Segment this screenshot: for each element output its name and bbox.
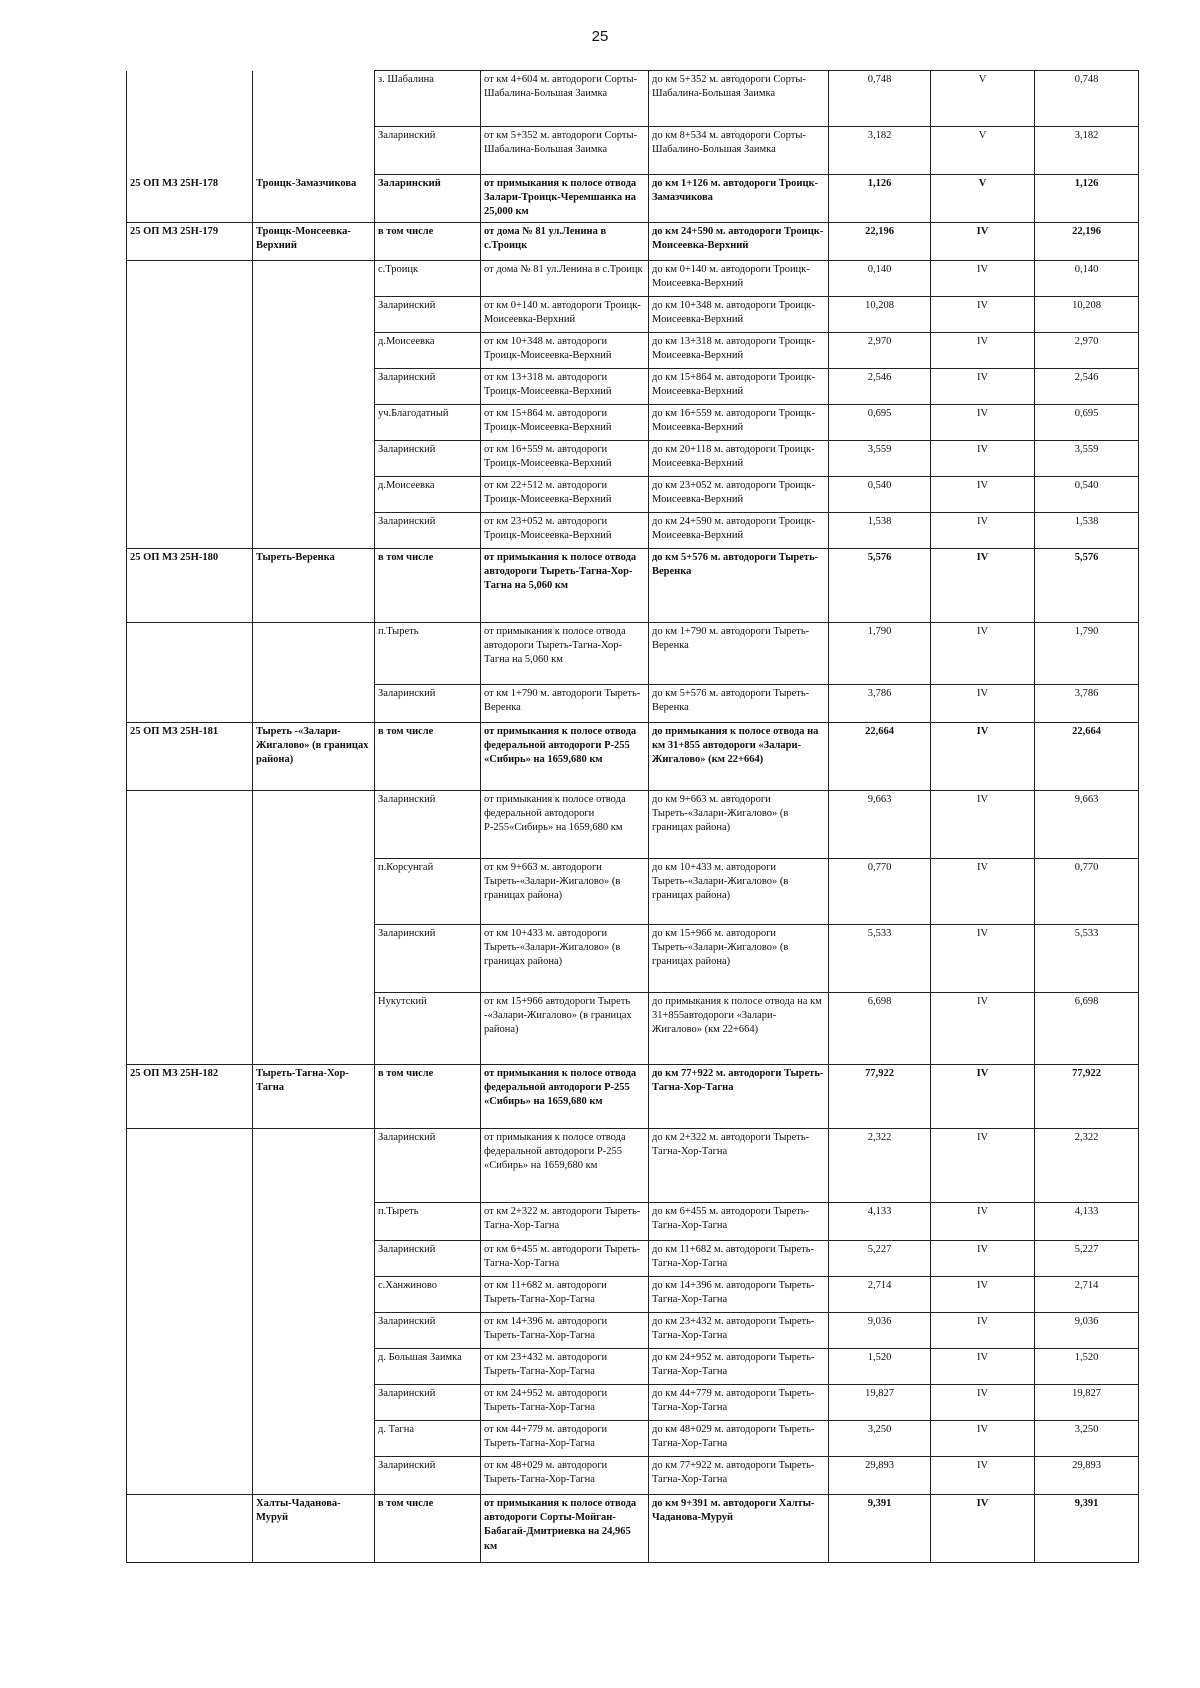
length-cell: 1,126 [829,175,931,223]
section-cell: Заларинский [375,1129,481,1203]
road-id-cell [127,1421,253,1457]
category-cell: V [931,127,1035,175]
road-name-cell: Троицк-Замазчикова [253,175,375,223]
road-id-cell: 25 ОП МЗ 25Н-179 [127,223,253,261]
total-length-cell: 0,695 [1035,405,1139,441]
length-cell: 5,576 [829,549,931,623]
road-name-cell [253,333,375,369]
section-cell: Заларинский [375,685,481,723]
to-cell: до км 24+952 м. автодороги Тыреть-Тагна-Хор-Тагна [649,1349,829,1385]
road-name-cell [253,859,375,925]
table-row [127,441,1139,477]
road-name-cell [253,1129,375,1203]
total-length-cell: 5,533 [1035,925,1139,993]
from-cell: от примыкания к полосе отвода федеральной автодороги Р-255«Сибирь» на 1659,680 км [481,791,649,859]
table-body [127,71,1139,1563]
total-length-cell: 9,391 [1035,1495,1139,1563]
section-cell: Заларинский [375,127,481,175]
road-id-cell [127,791,253,859]
section-cell: з. Шабалина [375,71,481,127]
category-cell: IV [931,297,1035,333]
from-cell: от км 0+140 м. автодороги Троицк-Моисеевка-Верхний [481,297,649,333]
section-cell: п.Корсунгай [375,859,481,925]
road-id-cell [127,369,253,405]
table-row [127,175,1139,223]
length-cell: 2,322 [829,1129,931,1203]
table-row [127,261,1139,297]
category-cell: IV [931,1065,1035,1129]
road-register-table [126,70,1139,1563]
total-length-cell: 5,227 [1035,1241,1139,1277]
to-cell: до км 23+432 м. автодороги Тыреть-Тагна-Хор-Тагна [649,1313,829,1349]
to-cell: до км 6+455 м. автодороги Тыреть-Тагна-Хор-Тагна [649,1203,829,1241]
category-cell: IV [931,1421,1035,1457]
category-cell: IV [931,441,1035,477]
table-row [127,369,1139,405]
section-cell: д. Тагна [375,1421,481,1457]
category-cell: IV [931,333,1035,369]
length-cell: 3,182 [829,127,931,175]
table-row [127,1349,1139,1385]
from-cell: от км 24+952 м. автодороги Тыреть-Тагна-Хор-Тагна [481,1385,649,1421]
from-cell: от км 23+052 м. автодороги Троицк-Моисеевка-Верхний [481,513,649,549]
road-name-cell [253,1421,375,1457]
from-cell: от км 22+512 м. автодороги Троицк-Моисеевка-Верхний [481,477,649,513]
road-name-cell [253,441,375,477]
road-id-cell [127,71,253,127]
road-id-cell: 25 ОП МЗ 25Н-180 [127,549,253,623]
section-cell: в том числе [375,223,481,261]
table-row [127,1495,1139,1563]
to-cell: до км 2+322 м. автодороги Тыреть-Тагна-Хор-Тагна [649,1129,829,1203]
section-cell: п.Тыреть [375,623,481,685]
from-cell: от км 4+604 м. автодороги Сорты-Шабалина-Большая Заимка [481,71,649,127]
road-name-cell [253,477,375,513]
road-id-cell [127,333,253,369]
category-cell: IV [931,513,1035,549]
road-name-cell [253,925,375,993]
total-length-cell: 19,827 [1035,1385,1139,1421]
total-length-cell: 3,182 [1035,127,1139,175]
section-cell: Заларинский [375,1313,481,1349]
road-id-cell [127,1349,253,1385]
total-length-cell: 9,036 [1035,1313,1139,1349]
road-name-cell [253,993,375,1065]
length-cell: 2,546 [829,369,931,405]
from-cell: от км 14+396 м. автодороги Тыреть-Тагна-Хор-Тагна [481,1313,649,1349]
length-cell: 0,695 [829,405,931,441]
road-name-cell [253,71,375,127]
length-cell: 6,698 [829,993,931,1065]
length-cell: 5,533 [829,925,931,993]
total-length-cell: 22,196 [1035,223,1139,261]
length-cell: 2,970 [829,333,931,369]
table-row [127,549,1139,623]
table-row [127,223,1139,261]
road-name-cell [253,1203,375,1241]
category-cell: IV [931,223,1035,261]
from-cell: от примыкания к полосе отвода федеральной автодороги Р-255 «Сибирь» на 1659,680 км [481,1065,649,1129]
length-cell: 9,036 [829,1313,931,1349]
category-cell: IV [931,623,1035,685]
to-cell: до примыкания к полосе отвода на км 31+855 автодороги «Залари-Жигалово» (км 22+664) [649,723,829,791]
category-cell: IV [931,1349,1035,1385]
from-cell: от км 23+432 м. автодороги Тыреть-Тагна-Хор-Тагна [481,1349,649,1385]
length-cell: 2,714 [829,1277,931,1313]
category-cell: IV [931,685,1035,723]
to-cell: до км 0+140 м. автодороги Троицк-Моисеевка-Верхний [649,261,829,297]
length-cell: 0,140 [829,261,931,297]
table-row [127,1277,1139,1313]
category-cell: IV [931,1241,1035,1277]
category-cell: IV [931,1313,1035,1349]
road-name-cell [253,791,375,859]
road-name-cell [253,127,375,175]
total-length-cell: 1,126 [1035,175,1139,223]
road-name-cell [253,513,375,549]
table-row [127,1065,1139,1129]
total-length-cell: 4,133 [1035,1203,1139,1241]
category-cell: IV [931,477,1035,513]
length-cell: 1,790 [829,623,931,685]
category-cell: IV [931,1385,1035,1421]
category-cell: IV [931,1457,1035,1495]
from-cell: от км 6+455 м. автодороги Тыреть-Тагна-Хор-Тагна [481,1241,649,1277]
section-cell: Заларинский [375,369,481,405]
length-cell: 3,786 [829,685,931,723]
section-cell: д.Моисеевка [375,477,481,513]
from-cell: от дома № 81 ул.Ленина в с.Троицк [481,261,649,297]
road-id-cell [127,513,253,549]
table-row [127,1241,1139,1277]
to-cell: до км 1+126 м. автодороги Троицк-Замазчикова [649,175,829,223]
to-cell: до км 1+790 м. автодороги Тыреть-Веренка [649,623,829,685]
total-length-cell: 2,714 [1035,1277,1139,1313]
road-id-cell [127,1203,253,1241]
to-cell: до км 14+396 м. автодороги Тыреть-Тагна-Хор-Тагна [649,1277,829,1313]
section-cell: Заларинский [375,175,481,223]
length-cell: 9,391 [829,1495,931,1563]
from-cell: от км 1+790 м. автодороги Тыреть-Веренка [481,685,649,723]
to-cell: до км 5+576 м. автодороги Тыреть-Веренка [649,685,829,723]
from-cell: от км 15+966 автодороги Тыреть -«Залари-Жигалово» (в границах района) [481,993,649,1065]
from-cell: от км 2+322 м. автодороги Тыреть-Тагна-Хор-Тагна [481,1203,649,1241]
category-cell: IV [931,549,1035,623]
total-length-cell: 1,538 [1035,513,1139,549]
to-cell: до км 24+590 м. автодороги Троицк-Моисеевка-Верхний [649,513,829,549]
from-cell: от примыкания к полосе отвода Залари-Троицк-Черемшанка на 25,000 км [481,175,649,223]
total-length-cell: 3,250 [1035,1421,1139,1457]
road-name-cell: Тыреть-Веренка [253,549,375,623]
road-name-cell [253,685,375,723]
total-length-cell: 0,540 [1035,477,1139,513]
category-cell: IV [931,405,1035,441]
section-cell: д. Большая Заимка [375,1349,481,1385]
road-id-cell [127,1385,253,1421]
road-name-cell [253,1241,375,1277]
road-id-cell [127,297,253,333]
category-cell: IV [931,1495,1035,1563]
table-row [127,993,1139,1065]
road-id-cell [127,441,253,477]
road-id-cell [127,1129,253,1203]
total-length-cell: 6,698 [1035,993,1139,1065]
category-cell: IV [931,859,1035,925]
road-id-cell [127,623,253,685]
section-cell: с.Ханжиново [375,1277,481,1313]
road-id-cell [127,1241,253,1277]
to-cell: до км 5+352 м. автодороги Сорты-Шабалина-Большая Заимка [649,71,829,127]
road-id-cell [127,993,253,1065]
total-length-cell: 0,770 [1035,859,1139,925]
road-name-cell [253,1457,375,1495]
to-cell: до км 5+576 м. автодороги Тыреть-Веренка [649,549,829,623]
table-row [127,513,1139,549]
table-row [127,1385,1139,1421]
to-cell: до км 77+922 м. автодороги Тыреть-Тагна-Хор-Тагна [649,1065,829,1129]
length-cell: 1,520 [829,1349,931,1385]
total-length-cell: 77,922 [1035,1065,1139,1129]
category-cell: IV [931,1277,1035,1313]
length-cell: 22,664 [829,723,931,791]
from-cell: от км 44+779 м. автодороги Тыреть-Тагна-Хор-Тагна [481,1421,649,1457]
to-cell: до км 9+391 м. автодороги Халты-Чаданова-Муруй [649,1495,829,1563]
length-cell: 29,893 [829,1457,931,1495]
road-id-cell [127,685,253,723]
road-id-cell: 25 ОП МЗ 25Н-182 [127,1065,253,1129]
section-cell: в том числе [375,1065,481,1129]
to-cell: до км 16+559 м. автодороги Троицк-Моисеевка-Верхний [649,405,829,441]
section-cell: д.Моисеевка [375,333,481,369]
category-cell: IV [931,925,1035,993]
table-row [127,1421,1139,1457]
length-cell: 19,827 [829,1385,931,1421]
table-row [127,1129,1139,1203]
to-cell: до км 9+663 м. автодороги Тыреть-«Залари-Жигалово» (в границах района) [649,791,829,859]
table-row [127,71,1139,127]
section-cell: Нукутский [375,993,481,1065]
table-row [127,477,1139,513]
total-length-cell: 10,208 [1035,297,1139,333]
category-cell: IV [931,1129,1035,1203]
section-cell: Заларинский [375,925,481,993]
category-cell: IV [931,369,1035,405]
road-id-cell [127,859,253,925]
section-cell: Заларинский [375,297,481,333]
road-id-cell [127,405,253,441]
category-cell: IV [931,1203,1035,1241]
category-cell: IV [931,791,1035,859]
to-cell: до км 15+864 м. автодороги Троицк-Моисеевка-Верхний [649,369,829,405]
road-id-cell [127,1495,253,1563]
total-length-cell: 3,786 [1035,685,1139,723]
length-cell: 4,133 [829,1203,931,1241]
total-length-cell: 3,559 [1035,441,1139,477]
table-row [127,1203,1139,1241]
road-name-cell: Тыреть-Тагна-Хор-Тагна [253,1065,375,1129]
from-cell: от примыкания к полосе отвода федеральной автодороги Р-255 «Сибирь» на 1659,680 км [481,1129,649,1203]
to-cell: до км 10+433 м. автодороги Тыреть-«Залари-Жигалово» (в границах района) [649,859,829,925]
road-name-cell [253,1385,375,1421]
road-name-cell: Троицк-Монсеевка-Верхний [253,223,375,261]
total-length-cell: 9,663 [1035,791,1139,859]
from-cell: от примыкания к полосе отвода автодороги Тыреть-Тагна-Хор-Тагна на 5,060 км [481,623,649,685]
table-row [127,405,1139,441]
section-cell: Заларинский [375,1241,481,1277]
road-id-cell [127,127,253,175]
category-cell: IV [931,993,1035,1065]
page-number: 25 [591,28,609,45]
road-name-cell [253,623,375,685]
section-cell: Заларинский [375,441,481,477]
road-id-cell: 25 ОП МЗ 25Н-181 [127,723,253,791]
table-row [127,1457,1139,1495]
category-cell: V [931,175,1035,223]
from-cell: от км 9+663 м. автодороги Тыреть-«Залари-Жигалово» (в границах района) [481,859,649,925]
section-cell: с.Троицк [375,261,481,297]
road-id-cell [127,477,253,513]
section-cell: Заларинский [375,791,481,859]
length-cell: 77,922 [829,1065,931,1129]
length-cell: 0,770 [829,859,931,925]
from-cell: от примыкания к полосе отвода федеральной автодороги Р-255 «Сибирь» на 1659,680 км [481,723,649,791]
road-id-cell [127,1313,253,1349]
road-name-cell [253,297,375,333]
length-cell: 10,208 [829,297,931,333]
road-name-cell: Халты-Чаданова-Муруй [253,1495,375,1563]
to-cell: до км 24+590 м. автодороги Троицк-Моисеевка-Верхний [649,223,829,261]
from-cell: от км 5+352 м. автодороги Сорты-Шабалина-Большая Заимка [481,127,649,175]
table-row [127,723,1139,791]
length-cell: 1,538 [829,513,931,549]
to-cell: до км 11+682 м. автодороги Тыреть-Тагна-Хор-Тагна [649,1241,829,1277]
table-row [127,1313,1139,1349]
road-name-cell: Тыреть -«Залари-Жигалово» (в границах района) [253,723,375,791]
section-cell: в том числе [375,723,481,791]
from-cell: от км 10+433 м. автодороги Тыреть-«Залари-Жигалово» (в границах района) [481,925,649,993]
to-cell: до км 23+052 м. автодороги Троицк-Моисеевка-Верхний [649,477,829,513]
road-id-cell: 25 ОП МЗ 25Н-178 [127,175,253,223]
road-id-cell [127,261,253,297]
to-cell: до км 77+922 м. автодороги Тыреть-Тагна-Хор-Тагна [649,1457,829,1495]
total-length-cell: 0,140 [1035,261,1139,297]
from-cell: от км 11+682 м. автодороги Тыреть-Тагна-Хор-Тагна [481,1277,649,1313]
to-cell: до км 10+348 м. автодороги Троицк-Моисеевка-Верхний [649,297,829,333]
total-length-cell: 29,893 [1035,1457,1139,1495]
road-id-cell [127,925,253,993]
total-length-cell: 2,546 [1035,369,1139,405]
to-cell: до км 48+029 м. автодороги Тыреть-Тагна-Хор-Тагна [649,1421,829,1457]
to-cell: до км 8+534 м. автодороги Сорты-Шабалино-Большая Заимка [649,127,829,175]
road-name-cell [253,1313,375,1349]
road-name-cell [253,369,375,405]
total-length-cell: 0,748 [1035,71,1139,127]
category-cell: V [931,71,1035,127]
length-cell: 0,540 [829,477,931,513]
table-row [127,859,1139,925]
from-cell: от дома № 81 ул.Ленина в с.Троицк [481,223,649,261]
road-name-cell [253,1277,375,1313]
total-length-cell: 2,970 [1035,333,1139,369]
table-row [127,685,1139,723]
section-cell: в том числе [375,549,481,623]
total-length-cell: 22,664 [1035,723,1139,791]
category-cell: IV [931,723,1035,791]
section-cell: п.Тыреть [375,1203,481,1241]
from-cell: от примыкания к полосе отвода автодороги Тыреть-Тагна-Хор-Тагна на 5,060 км [481,549,649,623]
to-cell: до км 15+966 м. автодороги Тыреть-«Залари-Жигалово» (в границах района) [649,925,829,993]
length-cell: 22,196 [829,223,931,261]
length-cell: 3,250 [829,1421,931,1457]
table-row [127,297,1139,333]
total-length-cell: 1,520 [1035,1349,1139,1385]
total-length-cell: 5,576 [1035,549,1139,623]
section-cell: Заларинский [375,513,481,549]
from-cell: от км 10+348 м. автодороги Троицк-Моисеевка-Верхний [481,333,649,369]
road-id-cell [127,1277,253,1313]
section-cell: Заларинский [375,1457,481,1495]
road-name-cell [253,1349,375,1385]
from-cell: от км 15+864 м. автодороги Троицк-Моисеевка-Верхний [481,405,649,441]
length-cell: 9,663 [829,791,931,859]
from-cell: от км 16+559 м. автодороги Троицк-Моисеевка-Верхний [481,441,649,477]
table-row [127,127,1139,175]
length-cell: 5,227 [829,1241,931,1277]
from-cell: от примыкания к полосе отвода автодороги Сорты-Мойган-Бабагай-Дмитриевка на 24,965 км [481,1495,649,1563]
length-cell: 3,559 [829,441,931,477]
to-cell: до км 44+779 м. автодороги Тыреть-Тагна-Хор-Тагна [649,1385,829,1421]
table-row [127,333,1139,369]
road-id-cell [127,1457,253,1495]
table-row [127,925,1139,993]
to-cell: до км 20+118 м. автодороги Троицк-Моисеевка-Верхний [649,441,829,477]
table-row [127,623,1139,685]
to-cell: до примыкания к полосе отвода на км 31+855автодороги «Залари-Жигалово» (км 22+664) [649,993,829,1065]
road-name-cell [253,261,375,297]
category-cell: IV [931,261,1035,297]
from-cell: от км 13+318 м. автодороги Троицк-Моисеевка-Верхний [481,369,649,405]
table-row [127,791,1139,859]
road-name-cell [253,405,375,441]
total-length-cell: 2,322 [1035,1129,1139,1203]
section-cell: уч.Благодатный [375,405,481,441]
section-cell: Заларинский [375,1385,481,1421]
to-cell: до км 13+318 м. автодороги Троицк-Моисеевка-Верхний [649,333,829,369]
total-length-cell: 1,790 [1035,623,1139,685]
section-cell: в том числе [375,1495,481,1563]
from-cell: от км 48+029 м. автодороги Тыреть-Тагна-Хор-Тагна [481,1457,649,1495]
length-cell: 0,748 [829,71,931,127]
